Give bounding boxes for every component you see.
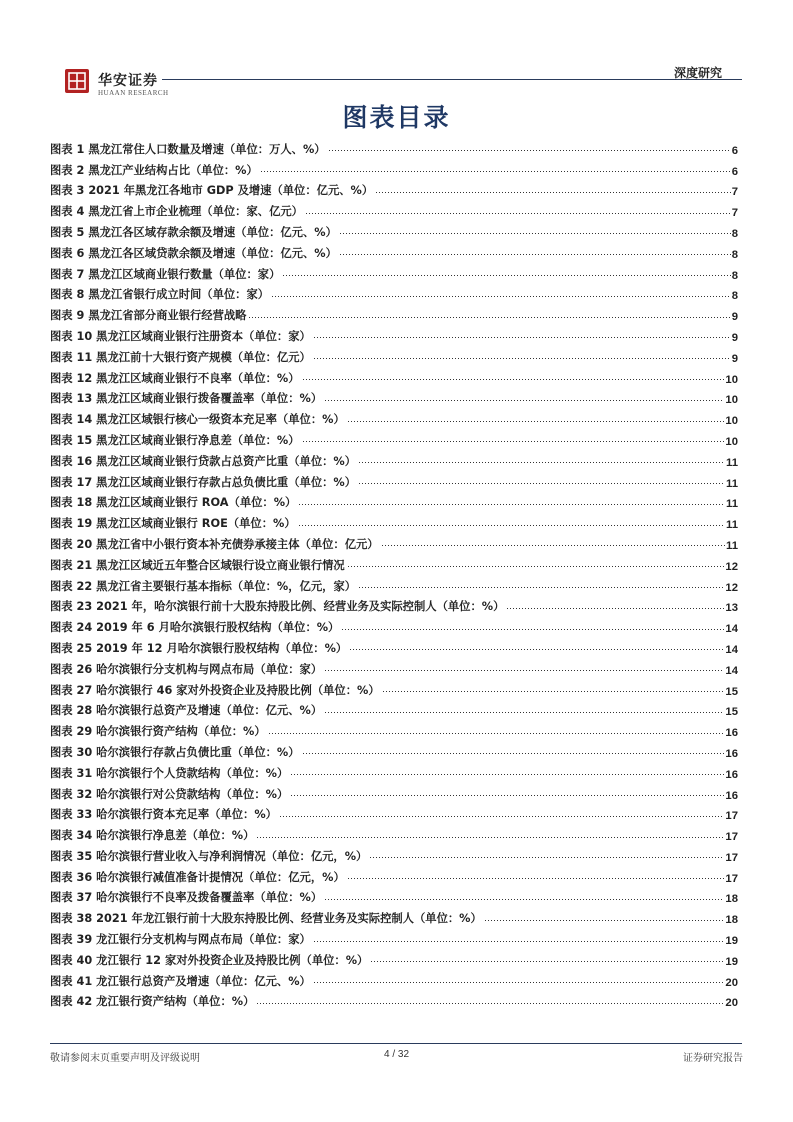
toc-leader-dots <box>339 253 731 257</box>
toc-entry-label: 图表 16 黑龙江区域商业银行贷款占总资产比重（单位：%） <box>50 454 357 468</box>
toc-entry-page: 8 <box>731 269 738 282</box>
toc-entry[interactable] <box>50 365 738 386</box>
toc-leader-dots <box>268 731 725 735</box>
toc-entry[interactable] <box>50 406 738 427</box>
toc-entry[interactable] <box>50 157 738 178</box>
toc-entry-page: 15 <box>725 685 738 698</box>
footer-divider <box>50 1043 742 1044</box>
toc-entry-label: 图表 12 黑龙江区域商业银行不良率（单位：%） <box>50 371 300 385</box>
toc-entry-label: 图表 38 2021 年龙江银行前十大股东持股比例、经营业务及实际控制人（单位：%） <box>50 912 482 926</box>
toc-entry-label: 图表 33 哈尔滨银行资本充足率（单位：%） <box>50 808 277 822</box>
toc-entry-label: 图表 21 黑龙江区域近五年整合区域银行设立商业银行情况 <box>50 558 345 572</box>
footer-disclaimer: 敬请参阅末页重要声明及评级说明 <box>50 1053 200 1064</box>
report-type: 深度研究 <box>673 66 722 80</box>
toc-entry-label: 图表 11 黑龙江前十大银行资产规模（单位：亿元） <box>50 350 311 364</box>
table-of-figures <box>50 136 738 1009</box>
toc-entry-label: 图表 26 哈尔滨银行分支机构与网点布局（单位：家） <box>50 662 323 676</box>
toc-leader-dots <box>313 336 731 340</box>
toc-entry-page: 8 <box>731 227 738 240</box>
toc-entry-page: 16 <box>725 768 738 781</box>
page-title: 图表目录 <box>342 103 451 132</box>
toc-entry[interactable] <box>50 677 738 698</box>
toc-entry-page: 19 <box>725 955 738 968</box>
toc-entry-label: 图表 18 黑龙江区域商业银行 ROA（单位：%） <box>50 496 297 510</box>
toc-leader-dots <box>349 648 724 652</box>
toc-entry[interactable] <box>50 510 738 531</box>
toc-entry-label: 图表 7 黑龙江区域商业银行数量（单位：家） <box>50 267 281 281</box>
toc-entry-label: 图表 36 哈尔滨银行减值准备计提情况（单位：亿元，%） <box>50 870 345 884</box>
toc-leader-dots <box>324 398 724 402</box>
toc-entry-page: 15 <box>725 706 738 719</box>
toc-entry-page: 9 <box>731 331 738 344</box>
toc-entry[interactable] <box>50 302 738 323</box>
toc-entry-page: 9 <box>731 352 738 365</box>
toc-leader-dots <box>282 274 730 278</box>
toc-entry-label: 图表 30 哈尔滨银行存款占负债比重（单位：%） <box>50 745 300 759</box>
toc-entry-page: 14 <box>725 623 738 636</box>
toc-entry-page: 20 <box>725 997 738 1010</box>
toc-entry-page: 11 <box>726 498 738 511</box>
toc-entry-page: 11 <box>726 477 738 490</box>
toc-leader-dots <box>302 378 725 382</box>
toc-entry-page: 6 <box>731 165 738 178</box>
toc-entry-page: 17 <box>725 872 738 885</box>
toc-entry-page: 12 <box>725 581 738 594</box>
toc-entry[interactable] <box>50 323 738 344</box>
toc-entry-label: 图表 13 黑龙江区域商业银行拨备覆盖率（单位：%） <box>50 392 323 406</box>
toc-entry-page: 11 <box>726 539 738 552</box>
toc-leader-dots <box>302 752 725 756</box>
toc-entry-label: 图表 6 黑龙江各区域贷款余额及增速（单位：亿元、%） <box>50 246 337 260</box>
toc-entry[interactable] <box>50 656 738 677</box>
huaan-logo-icon <box>64 68 90 94</box>
brand-name-cn: 华安证券 <box>98 73 158 89</box>
toc-entry-page: 7 <box>731 186 738 199</box>
toc-entry-page: 17 <box>725 831 738 844</box>
toc-entry[interactable] <box>50 282 738 303</box>
toc-entry[interactable] <box>50 531 738 552</box>
toc-entry-label: 图表 4 黑龙江省上市企业梳理（单位：家、亿元） <box>50 205 303 219</box>
toc-entry[interactable] <box>50 490 738 511</box>
toc-leader-dots <box>328 149 731 153</box>
toc-leader-dots <box>358 461 725 465</box>
toc-entry-page: 8 <box>731 248 738 261</box>
toc-entry-label: 图表 2 黑龙江产业结构占比（单位：%） <box>50 163 258 177</box>
toc-leader-dots <box>382 690 725 694</box>
toc-entry-label: 图表 31 哈尔滨银行个人贷款结构（单位：%） <box>50 766 289 780</box>
toc-entry-label: 图表 1 黑龙江常住人口数量及增速（单位：万人、%） <box>50 142 326 156</box>
toc-entry-page: 18 <box>725 914 738 927</box>
toc-leader-dots <box>370 960 724 964</box>
toc-entry-label: 图表 24 2019 年 6 月哈尔滨银行股权结构（单位：%） <box>50 621 340 635</box>
toc-entry-label: 图表 19 黑龙江区域商业银行 ROE（单位：%） <box>50 517 296 531</box>
toc-entry-page: 6 <box>731 144 738 157</box>
toc-leader-dots <box>290 794 724 798</box>
toc-entry[interactable] <box>50 822 738 843</box>
toc-leader-dots <box>260 170 731 174</box>
toc-entry-label: 图表 27 哈尔滨银行 46 家对外投资企业及持股比例（单位：%） <box>50 683 380 697</box>
toc-entry[interactable] <box>50 136 738 157</box>
toc-entry[interactable] <box>50 802 738 823</box>
toc-leader-dots <box>298 523 725 527</box>
toc-entry-page: 12 <box>725 560 738 573</box>
toc-entry[interactable] <box>50 573 738 594</box>
toc-entry[interactable] <box>50 240 738 261</box>
toc-leader-dots <box>341 627 724 631</box>
toc-entry-label: 图表 3 2021 年黑龙江各地市 GDP 及增速（单位：亿元、%） <box>50 184 374 198</box>
toc-leader-dots <box>369 856 724 860</box>
toc-entry-label: 图表 32 哈尔滨银行对公贷款结构（单位：%） <box>50 787 289 801</box>
toc-entry[interactable] <box>50 261 738 282</box>
toc-entry-label: 图表 28 哈尔滨银行总资产及增速（单位：亿元、%） <box>50 704 323 718</box>
toc-leader-dots <box>358 586 724 590</box>
toc-entry[interactable] <box>50 989 738 1010</box>
toc-entry-page: 7 <box>731 207 738 220</box>
toc-entry[interactable] <box>50 864 738 885</box>
toc-entry-label: 图表 22 黑龙江省主要银行基本指标（单位：%，亿元，家） <box>50 579 357 593</box>
toc-entry[interactable] <box>50 947 738 968</box>
toc-leader-dots <box>248 315 730 319</box>
toc-entry[interactable] <box>50 614 738 635</box>
toc-entry-label: 图表 25 2019 年 12 月哈尔滨银行股权结构（单位：%） <box>50 641 348 655</box>
toc-leader-dots <box>290 773 724 777</box>
page-header <box>50 62 742 102</box>
toc-leader-dots <box>347 877 725 881</box>
toc-entry-page: 16 <box>725 789 738 802</box>
header-divider <box>162 79 742 80</box>
brand-name-en: HUAAN RESEARCH <box>98 89 169 97</box>
toc-entry[interactable] <box>50 739 738 760</box>
toc-entry-page: 10 <box>725 394 738 407</box>
toc-leader-dots <box>324 669 724 673</box>
toc-leader-dots <box>302 440 725 444</box>
toc-leader-dots <box>506 606 724 610</box>
toc-leader-dots <box>324 710 724 714</box>
toc-leader-dots <box>347 565 725 569</box>
toc-entry[interactable] <box>50 198 738 219</box>
toc-entry-page: 17 <box>725 810 738 823</box>
toc-entry-label: 图表 15 黑龙江区域商业银行净息差（单位：%） <box>50 433 300 447</box>
toc-entry-page: 14 <box>725 643 738 656</box>
footer-doc-type: 证券研究报告 <box>683 1053 743 1064</box>
toc-entry[interactable] <box>50 469 738 490</box>
toc-entry-label: 图表 10 黑龙江区域商业银行注册资本（单位：家） <box>50 329 311 343</box>
toc-entry[interactable] <box>50 448 738 469</box>
toc-entry-label: 图表 14 黑龙江区域银行核心一级资本充足率（单位：%） <box>50 413 345 427</box>
toc-leader-dots <box>358 482 725 486</box>
toc-leader-dots <box>339 232 731 236</box>
toc-entry[interactable] <box>50 698 738 719</box>
toc-entry[interactable] <box>50 635 738 656</box>
toc-entry[interactable] <box>50 219 738 240</box>
toc-entry[interactable] <box>50 926 738 947</box>
toc-entry-page: 19 <box>725 935 738 948</box>
toc-entry[interactable] <box>50 594 738 615</box>
toc-leader-dots <box>347 419 725 423</box>
toc-leader-dots <box>375 190 731 194</box>
toc-entry-page: 13 <box>725 602 738 615</box>
toc-entry-page: 8 <box>731 290 738 303</box>
toc-leader-dots <box>256 835 724 839</box>
toc-entry[interactable] <box>50 905 738 926</box>
toc-entry[interactable] <box>50 885 738 906</box>
toc-entry-page: 16 <box>725 727 738 740</box>
toc-entry[interactable] <box>50 386 738 407</box>
toc-leader-dots <box>305 211 731 215</box>
toc-entry-page: 10 <box>725 415 738 428</box>
toc-entry-page: 11 <box>726 519 738 532</box>
toc-entry[interactable] <box>50 843 738 864</box>
toc-entry[interactable] <box>50 968 738 989</box>
toc-entry-page: 10 <box>725 373 738 386</box>
toc-leader-dots <box>271 294 731 298</box>
toc-entry-label: 图表 40 龙江银行 12 家对外投资企业及持股比例（单位：%） <box>50 953 369 967</box>
toc-entry-label: 图表 8 黑龙江省银行成立时间（单位：家） <box>50 288 270 302</box>
toc-entry-label: 图表 5 黑龙江各区域存款余额及增速（单位：亿元、%） <box>50 225 337 239</box>
toc-entry-label: 图表 9 黑龙江省部分商业银行经营战略 <box>50 309 247 323</box>
toc-entry-page: 9 <box>731 311 738 324</box>
toc-entry[interactable] <box>50 344 738 365</box>
toc-entry-page: 17 <box>725 851 738 864</box>
toc-entry-page: 18 <box>725 893 738 906</box>
toc-leader-dots <box>256 1001 724 1005</box>
toc-leader-dots <box>313 939 725 943</box>
toc-entry-label: 图表 35 哈尔滨银行营业收入与净利润情况（单位：亿元，%） <box>50 849 368 863</box>
toc-entry-page: 16 <box>725 747 738 760</box>
toc-entry-label: 图表 17 黑龙江区域商业银行存款占总负债比重（单位：%） <box>50 475 357 489</box>
toc-entry-label: 图表 29 哈尔滨银行资产结构（单位：%） <box>50 725 266 739</box>
toc-leader-dots <box>313 981 725 985</box>
toc-entry[interactable] <box>50 552 738 573</box>
toc-leader-dots <box>298 502 725 506</box>
toc-entry-page: 10 <box>725 435 738 448</box>
toc-entry-page: 20 <box>725 976 738 989</box>
toc-entry-page: 14 <box>725 664 738 677</box>
toc-leader-dots <box>484 918 725 922</box>
toc-entry-label: 图表 20 黑龙江省中小银行资本补充债券承接主体（单位：亿元） <box>50 537 379 551</box>
toc-leader-dots <box>279 814 724 818</box>
toc-entry[interactable] <box>50 718 738 739</box>
toc-entry-label: 图表 37 哈尔滨银行不良率及拨备覆盖率（单位：%） <box>50 891 323 905</box>
toc-entry[interactable] <box>50 760 738 781</box>
toc-entry-label: 图表 34 哈尔滨银行净息差（单位：%） <box>50 829 255 843</box>
toc-entry-label: 图表 23 2021 年，哈尔滨银行前十大股东持股比例、经营业务及实际控制人（单位：%） <box>50 600 505 614</box>
toc-entry[interactable] <box>50 781 738 802</box>
toc-leader-dots <box>381 544 725 548</box>
footer-page-number: 4 / 32 <box>383 1049 410 1060</box>
toc-entry[interactable] <box>50 427 738 448</box>
toc-entry-label: 图表 41 龙江银行总资产及增速（单位：亿元、%） <box>50 974 311 988</box>
toc-entry-page: 11 <box>726 456 738 469</box>
toc-leader-dots <box>324 897 724 901</box>
toc-entry-label: 图表 39 龙江银行分支机构与网点布局（单位：家） <box>50 933 311 947</box>
toc-entry[interactable] <box>50 178 738 199</box>
toc-leader-dots <box>313 357 731 361</box>
toc-entry-label: 图表 42 龙江银行资产结构（单位：%） <box>50 995 255 1009</box>
